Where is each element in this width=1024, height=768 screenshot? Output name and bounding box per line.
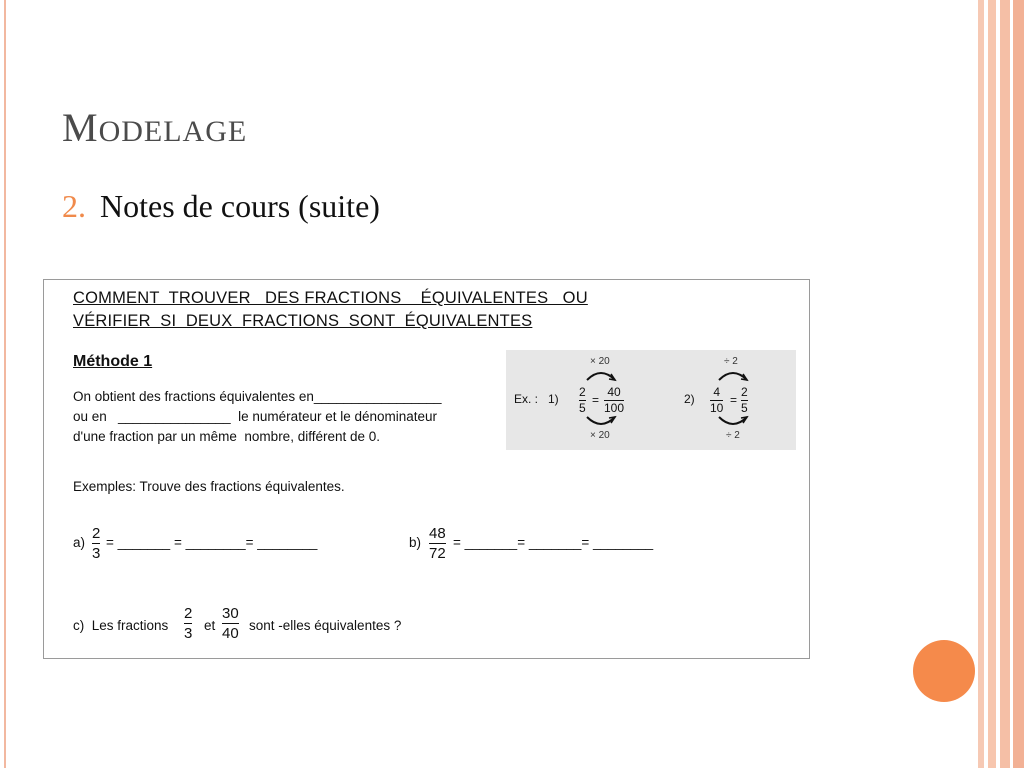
ex1-num2: 40 bbox=[607, 385, 621, 399]
exercise-b-blanks: = _______= _______= ________ bbox=[453, 535, 654, 550]
bullet-text: Notes de cours (suite) bbox=[100, 188, 380, 224]
ex2-fraction-2 bbox=[741, 386, 748, 415]
ex1-equals: = bbox=[592, 393, 600, 407]
ex2-arrow-top-icon bbox=[716, 368, 750, 382]
ex1-fraction-2 bbox=[604, 386, 624, 415]
exercise-a-label: a) bbox=[73, 535, 86, 550]
exercise-b-label: b) bbox=[409, 535, 422, 550]
slide-title bbox=[62, 104, 247, 151]
doc-heading-line1: COMMENT TROUVER DES FRACTIONS ÉQUIVALENTES OU bbox=[73, 289, 588, 307]
ex1-arrow-bottom-icon bbox=[584, 415, 618, 429]
exercise-c-num2: 30 bbox=[222, 605, 239, 622]
ex1-op-bottom: × 20 bbox=[590, 430, 610, 441]
exercise-c-num1: 2 bbox=[184, 605, 193, 622]
exercise-a-fraction bbox=[92, 525, 100, 562]
exercise-a-den: 3 bbox=[92, 545, 101, 562]
ex1-den1: 5 bbox=[579, 401, 586, 415]
ex2-num1: 4 bbox=[713, 385, 721, 399]
exercise-c-den2: 40 bbox=[222, 625, 239, 642]
exercise-b-num: 48 bbox=[429, 525, 446, 542]
decor-stripe bbox=[988, 0, 996, 768]
decor-stripe bbox=[1013, 0, 1024, 768]
ex1-fraction-1 bbox=[579, 386, 586, 415]
ex1-den2: 100 bbox=[604, 401, 625, 415]
ex2-den1: 10 bbox=[710, 401, 724, 415]
exercise-c-prefix: c) Les fractions bbox=[73, 618, 169, 633]
ex2-den2: 5 bbox=[741, 401, 748, 415]
ex2-op-bottom: ÷ 2 bbox=[726, 430, 740, 441]
scanned-document bbox=[43, 279, 810, 659]
exercise-a-blanks: = _______ = ________= ________ bbox=[106, 535, 318, 550]
doc-heading-line2: VÉRIFIER SI DEUX FRACTIONS SONT ÉQUIVALENTES bbox=[73, 312, 533, 330]
exercise-c-den1: 3 bbox=[184, 625, 193, 642]
bullet-item bbox=[62, 188, 380, 225]
exercise-c-fraction-1 bbox=[184, 605, 192, 642]
examples-instruction: Exemples: Trouve des fractions équivalentes. bbox=[73, 479, 345, 494]
title-rest: ODELAGE bbox=[98, 115, 248, 148]
example-label: Ex. : 1) bbox=[514, 392, 559, 406]
exercise-c-question: sont -elles équivalentes ? bbox=[249, 618, 402, 633]
left-border bbox=[0, 0, 6, 768]
exercise-b-fraction bbox=[429, 525, 446, 562]
ex2-num2: 2 bbox=[741, 385, 748, 399]
ex2-fraction-1 bbox=[710, 386, 723, 415]
title-initial: M bbox=[62, 105, 99, 150]
ex2-op-top: ÷ 2 bbox=[724, 356, 738, 367]
decor-stripe bbox=[1000, 0, 1010, 768]
ex1-num1: 2 bbox=[579, 385, 586, 399]
example-2-label: 2) bbox=[684, 392, 695, 406]
exercise-b-den: 72 bbox=[429, 545, 446, 562]
exercise-a-num: 2 bbox=[92, 525, 101, 542]
decor-circle bbox=[913, 640, 975, 702]
exercise-c-and: et bbox=[204, 618, 216, 633]
exercise-c-fraction-2 bbox=[222, 605, 239, 642]
method-title: Méthode 1 bbox=[73, 353, 153, 370]
doc-heading bbox=[73, 287, 588, 333]
ex2-equals: = bbox=[730, 393, 738, 407]
ex1-arrow-top-icon bbox=[584, 368, 618, 382]
ex2-arrow-bottom-icon bbox=[716, 415, 750, 429]
ex1-op-top: × 20 bbox=[590, 356, 610, 367]
bullet-number: 2. bbox=[62, 188, 86, 224]
method-paragraph: On obtient des fractions équivalentes en_________________ ou en _______________ le numérateur et le dénominateur d'une fraction par un même nombre, différent de 0. bbox=[73, 389, 442, 444]
